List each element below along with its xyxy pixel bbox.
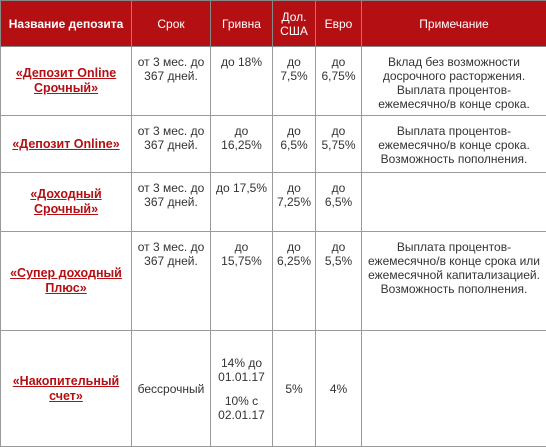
deposit-name-cell	[1, 116, 132, 173]
deposit-link-online[interactable]: «Депозит Online»	[12, 136, 120, 151]
table-row	[1, 116, 546, 173]
eur-rate-cell: до 5,75%	[316, 116, 362, 173]
uah-rate-cell: до 18%	[211, 47, 273, 116]
header-eur: Евро	[316, 1, 362, 47]
header-note: Примечание	[362, 1, 546, 47]
deposit-name-cell	[1, 331, 132, 447]
note-cell: Выплата процентов-ежемесячно/в конце срока или ежемесячной капитализацией. Возможность пополнения.	[362, 232, 546, 331]
uah-rate-from: 10% с 02.01.17	[218, 393, 265, 422]
eur-rate-cell: до 6,5%	[316, 173, 362, 232]
deposit-name-cell	[1, 47, 132, 116]
eur-rate-cell: до 6,75%	[316, 47, 362, 116]
note-cell: Вклад без возможности досрочного расторжения. Выплата процентов-ежемесячно/в конце срока.	[362, 47, 546, 116]
term-cell: бессрочный	[132, 331, 211, 447]
uah-rate-cell: до 16,25%	[211, 116, 273, 173]
term-cell: от 3 мес. до 367 дней.	[132, 116, 211, 173]
table-row	[1, 173, 546, 232]
rate-spacer	[214, 384, 269, 394]
note-cell	[362, 173, 546, 232]
eur-rate-cell: 4%	[316, 331, 362, 447]
deposit-link-dohodny-srochny[interactable]: «Доходный Срочный»	[30, 187, 102, 216]
table-row	[1, 47, 546, 116]
uah-rate-cell: до 15,75%	[211, 232, 273, 331]
header-uah: Гривна	[211, 1, 273, 47]
deposit-name-cell	[1, 173, 132, 232]
term-cell: от 3 мес. до 367 дней.	[132, 232, 211, 331]
usd-rate-cell: 5%	[273, 331, 316, 447]
deposit-link-nakopitelny-schet[interactable]: «Накопительный счет»	[12, 373, 120, 403]
uah-rate-until: 14% до 01.01.17	[218, 355, 265, 384]
deposit-name-cell	[1, 232, 132, 331]
usd-rate-cell: до 6,5%	[273, 116, 316, 173]
header-row	[1, 1, 546, 47]
usd-rate-cell: до 7,5%	[273, 47, 316, 116]
header-term: Срок	[132, 1, 211, 47]
eur-rate-cell: до 5,5%	[316, 232, 362, 331]
header-name: Название депозита	[1, 1, 132, 47]
note-cell	[362, 331, 546, 447]
term-cell: от 3 мес. до 367 дней.	[132, 173, 211, 232]
table-row	[1, 232, 546, 331]
deposit-link-super-dohodny-plus[interactable]: «Супер доходный Плюс»	[10, 266, 122, 295]
term-cell: от 3 мес. до 367 дней.	[132, 47, 211, 116]
deposit-link-online-srochny[interactable]: «Депозит Online Срочный»	[15, 66, 117, 95]
uah-rate-cell	[211, 331, 273, 447]
usd-rate-cell: до 6,25%	[273, 232, 316, 331]
header-usd: Дол. США	[273, 1, 316, 47]
usd-rate-cell: до 7,25%	[273, 173, 316, 232]
note-cell: Выплата процентов-ежемесячно/в конце срока. Возможность пополнения.	[362, 116, 546, 173]
uah-rate-cell: до 17,5%	[211, 173, 273, 232]
table-row	[1, 331, 546, 447]
